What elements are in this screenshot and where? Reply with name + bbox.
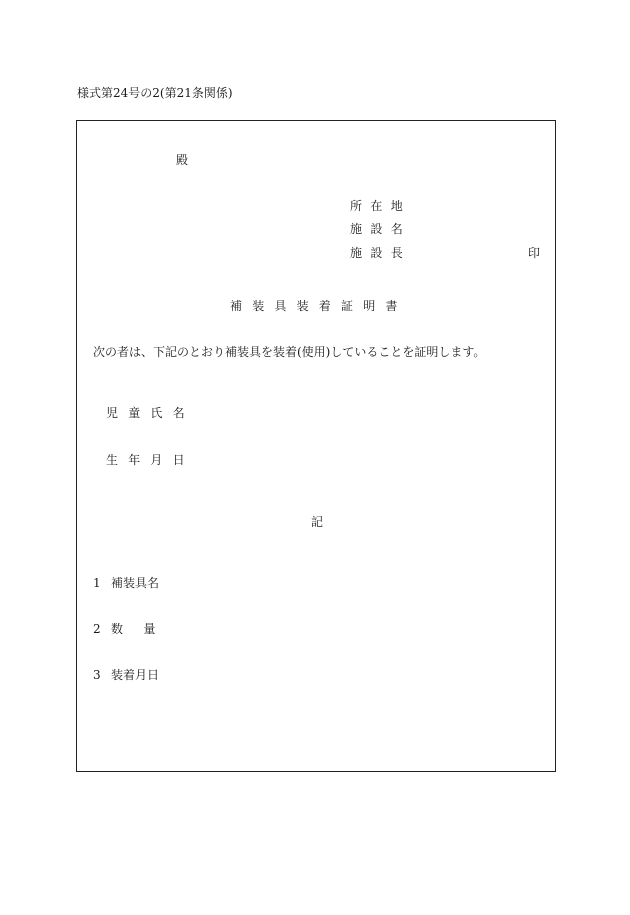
ki-heading: 記 [311,515,324,529]
item-number: 1 [93,576,101,590]
facility-name-label: 施設名 [350,222,412,236]
item-number: 3 [93,668,101,682]
item-fitting-date [93,668,159,682]
item-quantity [93,622,176,636]
document-title: 補装具装着証明書 [230,299,408,313]
form-number: 様式第24号の2(第21条関係) [77,86,233,100]
item-number: 2 [93,622,101,636]
address-label: 所在地 [350,199,412,213]
seal-mark: 印 [528,246,541,260]
birthdate-label: 生年月日 [106,453,195,467]
item-label: 数量 [111,622,176,636]
addressee-suffix: 殿 [176,153,189,167]
item-device-name [93,576,159,590]
item-label: 装着月日 [111,668,160,682]
item-label: 補装具名 [111,576,160,590]
director-label: 施設長 [350,246,412,260]
child-name-label: 児童氏名 [106,406,195,420]
certification-statement: 次の者は、下記のとおり補装具を装着(使用)していることを証明します。 [93,345,486,359]
